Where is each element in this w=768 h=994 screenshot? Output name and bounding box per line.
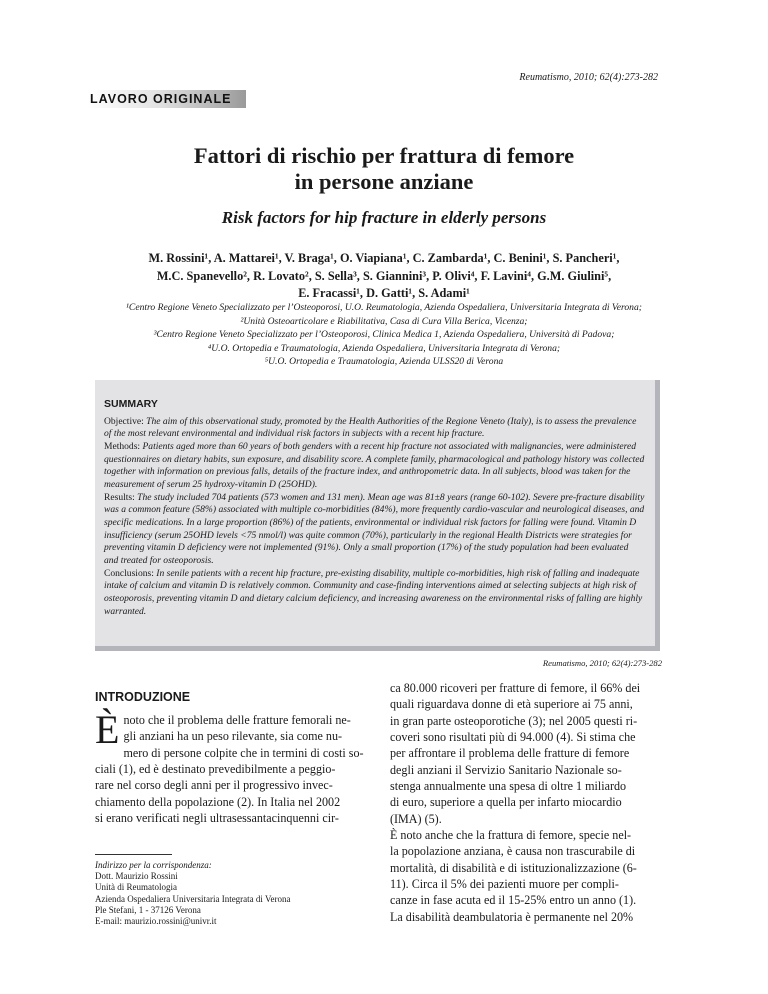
drop-cap: È — [95, 707, 120, 752]
article-title — [0, 143, 768, 195]
footnote-divider — [95, 854, 172, 855]
journal-reference: Reumatismo, 2010; 62(4):273-282 — [519, 72, 658, 83]
body-line: ca 80.000 ricoveri per fratture di femore, il 66% dei — [390, 681, 641, 695]
affiliation: ²Unità Osteoarticolare e Riabilitativa, Casa di Cura Villa Berica, Vicenza; — [240, 315, 528, 327]
body-line: coveri sono risultati più di 94.000 (4). Si stima che — [390, 730, 636, 745]
conclusions-text: In senile patients with a recent hip fracture, pre-existing disability, multiple co-morbidities, high risk of falling and inadequate intake of calcium and vitamin D is relatively common. Community and case-finding interventions aimed at selecting subjects at high risk of osteoporosis, preventing vitamin D and dietary calcium deficiency, and increasing awareness on the environmental risks of falling are highly warranted. — [104, 567, 643, 617]
summary-heading: SUMMARY — [104, 398, 158, 410]
body-line: degli anziani il Servizio Sanitario Nazionale so- — [390, 762, 622, 777]
author-line: M. Rossini¹, A. Mattarei¹, V. Braga¹, O. Viapiana¹, C. Zambarda¹, C. Benini¹, S. Pancheri¹, — [148, 251, 620, 265]
footnote-line: Unità di Reumatologia — [95, 882, 177, 893]
summary-methods — [104, 441, 645, 492]
author-list — [0, 250, 768, 303]
author-line: M.C. Spanevello², R. Lovato², S. Sella³, S. Giannini³, P. Olivi⁴, F. Lavini⁴, G.M. Giulini⁵, — [156, 268, 612, 283]
article-subtitle: Risk factors for hip fracture in elderly persons — [221, 208, 547, 227]
title-line-1: Fattori di rischio per frattura di femore — [193, 143, 575, 168]
section-label: LAVORO ORIGINALE — [88, 90, 246, 108]
affiliation: ¹Centro Regione Veneto Specializzato per l’Osteoporosi, U.O. Reumatologia, Azienda Ospedaliera, Universitaria Integrata di Verona; — [126, 302, 642, 313]
body-line: quali riguardava donne di età superiore ai 75 anni, — [390, 697, 633, 712]
body-line: la popolazione anziana, è causa non trascurabile di — [390, 844, 636, 859]
summary-results — [104, 492, 645, 568]
body-line: ciali (1), ed è destinato prevedibilmente a peggio- — [95, 762, 336, 777]
summary-content — [104, 398, 645, 618]
footnote-line: Ple Stefani, 1 - 37126 Verona — [95, 904, 201, 915]
summary-conclusions — [104, 568, 645, 619]
correspondence-footnote — [95, 860, 375, 927]
body-line: 11). Circa il 5% dei pazienti muore per compli- — [390, 877, 619, 892]
results-text: The study included 704 patients (573 women and 131 men). Mean age was 81±8 years (range 60-102). Severe pre-fracture disability was a common feature (58%) associated with multiple co-morbidities (84%), more frequently cardio-vascular and neurological diseases, and specific medications. In a large proportion (86%) of the patients, environmental or individual risk factors for falling were found. Vitamin D insufficiency (serum 25OHD levels <75 nmol/l) was quite common (70%), particularly in the regional Health Districts were strategies for preventing vitamin D deficiency were not implemented (91%). Only a small proportion (17%) of the study population had been evaluated and treated for osteoporosis. — [104, 491, 645, 566]
summary-box — [95, 380, 660, 651]
body-line: La disabilità deambulatoria è permanente nel 20% — [390, 909, 634, 924]
affiliation: ³Centro Regione Veneto Specializzato per l’Osteoporosi, Clinica Medica 1, Azienda Ospedaliera, Università di Padova; — [153, 329, 615, 340]
footnote-line: Dott. Maurizio Rossini — [95, 871, 178, 882]
objective-text: The aim of this observational study, promoted by the Health Authorities of the Regione Veneto (Italy), is to assess the prevalence of the most relevant environmental and individual risk factors in subjects with a recent hip fracture. — [104, 415, 637, 440]
footnote-line: Azienda Ospedaliera Universitaria Integrata di Verona — [95, 893, 291, 904]
body-line: in gran parte osteoporotiche (3); nel 2005 questi ri- — [390, 713, 638, 728]
right-column — [390, 680, 666, 925]
affiliation: ⁴U.O. Ortopedia e Traumatologia, Azienda Ospedaliera, Universitaria Integrata di Verona; — [207, 342, 561, 354]
body-line: chiamento della popolazione (2). In Italia nel 2002 — [95, 794, 341, 809]
results-label: Results: — [104, 491, 135, 503]
body-line: canze in fase acuta ed il 15-25% entro un anno (1). — [390, 893, 637, 908]
body-line: per affrontare il problema delle fratture di femore — [390, 746, 630, 761]
author-line: E. Fracassi¹, D. Gatti¹, S. Adami¹ — [298, 286, 470, 301]
body-line: mero di persone colpite che in termini di costi so- — [123, 745, 364, 760]
body-line: di euro, superiore a quella per infarto miocardio — [390, 795, 622, 810]
summary-objective — [104, 416, 645, 441]
body-line: gli anziani ha un peso rilevante, sia come nu- — [123, 729, 343, 744]
body-line: mortalità, di disabilità e di istituzionalizzazione (6- — [390, 860, 637, 875]
methods-label: Methods: — [104, 440, 141, 452]
intro-heading: INTRODUZIONE — [95, 690, 191, 704]
footnote-label: Indirizzo per la corrispondenza: — [95, 860, 212, 870]
body-line: È noto anche che la frattura di femore, specie nel- — [390, 828, 632, 843]
affiliation: ⁵U.O. Ortopedia e Traumatologia, Azienda ULSS20 di Verona — [264, 356, 504, 367]
objective-label: Objective: — [104, 415, 144, 427]
methods-text: Patients aged more than 60 years of both genders with a recent hip fracture not associated with malignancies, were administered questionnaires on dietary habits, sun exposure, and disability score. A complete family, pharmacological and pathology history was collected together with information on previous falls, details of the fracture index, and anthropometric data. In all subjects, blood was taken for the measurement of serum 25 hydroxy-vitamin D (25OHD). — [104, 440, 645, 490]
footnote-email: E-mail: maurizio.rossini@univr.it — [95, 916, 217, 927]
body-line: noto che il problema delle fratture femorali ne- — [123, 713, 351, 727]
title-line-2: in persone anziane — [294, 169, 474, 194]
summary-citation: Reumatismo, 2010; 62(4):273-282 — [542, 658, 662, 668]
affiliation-list — [0, 301, 768, 369]
left-column — [95, 707, 365, 826]
body-line: si erano verificati negli ultrasessantacinquenni cir- — [95, 811, 339, 826]
body-line: stenga annualmente una spesa di oltre 1 miliardo — [390, 779, 627, 794]
conclusions-label: Conclusions: — [104, 567, 154, 579]
body-line: rare nel corso degli anni per il progressivo invec- — [95, 778, 333, 793]
body-line: (IMA) (5). — [390, 811, 442, 826]
